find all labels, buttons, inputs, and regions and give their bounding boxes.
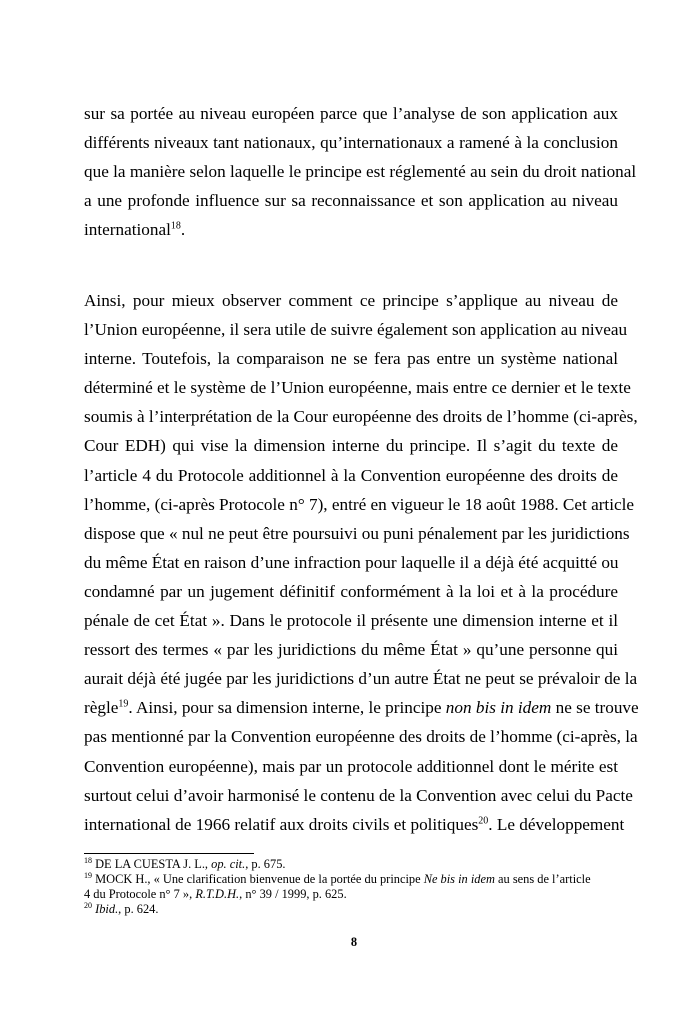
paragraph-1-line-2: différents niveaux tant nationaux, qu’internationaux a ramené à la conclusion xyxy=(84,133,618,153)
footnote-ref-19: 19 xyxy=(118,698,129,710)
footnote-ref-20: 20 xyxy=(478,814,489,826)
paragraph-2-line-17: Convention européenne), mais par un protocole additionnel dont le mérite est xyxy=(84,756,618,776)
paragraph-2-line-15 xyxy=(84,693,639,722)
paragraph-1-line-4: a une profonde influence sur sa reconnaissance et son application au niveau xyxy=(84,191,618,211)
footnote-text: , p. 675. xyxy=(245,857,286,871)
latin-term: non bis in idem xyxy=(445,698,552,718)
paragraph-2-line-1: Ainsi, pour mieux observer comment ce principe s’applique au niveau de xyxy=(84,291,618,310)
footnotes xyxy=(84,857,618,917)
paragraph-2-line-15-start: règle xyxy=(84,698,119,718)
paragraph-1-line-5 xyxy=(84,215,618,244)
paragraph-2-line-12: pénale de cet État ». Dans le protocole il présente une dimension interne et il xyxy=(84,611,618,631)
footnote-text: au sens de l’article xyxy=(494,872,591,886)
paragraph-2-line-14: aurait déjà été jugée par les juridictions d’un autre État ne peut se prévaloir de la xyxy=(84,669,638,689)
footnote-18 xyxy=(84,857,618,872)
footnote-ref-18: 18 xyxy=(170,220,181,232)
footnote-number: 20 xyxy=(84,900,92,910)
footnote-italic: Ne bis in idem xyxy=(423,872,495,886)
page-number: 8 xyxy=(350,935,358,949)
footnote-number: 19 xyxy=(84,870,92,880)
paragraph-2-line-16: pas mentionné par la Convention européenne des droits de l’homme (ci-après, la xyxy=(84,727,638,747)
paragraph-1-line-3: que la manière selon laquelle le principe est réglementé au sein du droit national xyxy=(84,162,637,182)
footnote-text: , p. 624. xyxy=(118,902,159,916)
paragraph-1-last-text: international xyxy=(84,220,171,240)
footnote-italic: Ibid. xyxy=(95,902,119,916)
paragraph-2-line-4: déterminé et le système de l’Union européenne, mais entre ce dernier et le texte xyxy=(84,378,631,398)
paragraph-2-line-11: condamné par un jugement définitif conformément à la loi et à la procédure xyxy=(84,581,618,601)
paragraph-2-line-19 xyxy=(84,810,625,839)
paragraph-2-line-5: soumis à l’interprétation de la Cour européenne des droits de l’homme (ci-après, xyxy=(84,407,638,427)
footnote-20 xyxy=(84,902,618,917)
paragraph-2-line-2: l’Union européenne, il sera utile de suivre également son application au niveau xyxy=(84,320,628,340)
footnote-number: 18 xyxy=(84,855,92,865)
footnote-text: , n° 39 / 1999, p. 625. xyxy=(239,887,347,901)
paragraph-2-line-8: l’homme, (ci-après Protocole n° 7), entré en vigueur le 18 août 1988. Cet article xyxy=(84,494,635,514)
paragraph-2-line-19-start: international de 1966 relatif aux droits civils et politiques xyxy=(84,814,479,834)
footnote-text: 4 du Protocole n° 7 », xyxy=(84,887,196,901)
paragraph-2-line-13: ressort des termes « par les juridictions du même État » qu’une personne qui xyxy=(84,640,618,660)
footnote-text: MOCK H., « Une clarification bienvenue de la portée du principe xyxy=(92,872,424,886)
paragraph-2-line-18: surtout celui d’avoir harmonisé le contenu de la Convention avec celui du Pacte xyxy=(84,785,633,805)
paragraph-2-line-9: dispose que « nul ne peut être poursuivi ou puni pénalement par les juridictions xyxy=(84,523,630,543)
footnote-19-continued xyxy=(84,887,618,902)
footnote-separator xyxy=(84,853,254,854)
paragraph-1-line-1: sur sa portée au niveau européen parce que l’analyse de son application aux xyxy=(84,104,618,123)
paragraph-2-line-10: du même État en raison d’une infraction pour laquelle il a déjà été acquitté ou xyxy=(84,552,619,572)
paragraph-2 xyxy=(84,286,639,839)
paragraph-2-line-3: interne. Toutefois, la comparaison ne se fera pas entre un système national xyxy=(84,349,618,369)
paragraph-2-line-7: l’article 4 du Protocole additionnel à la Convention européenne des droits de xyxy=(84,465,618,485)
paragraph-1-last-tail: . xyxy=(180,220,186,240)
footnote-text: DE LA CUESTA J. L., xyxy=(92,857,212,871)
footnote-19 xyxy=(84,872,618,887)
paragraph-1 xyxy=(84,99,637,244)
paragraph-2-line-19-end: . Le développement xyxy=(488,814,625,834)
paragraph-2-line-6: Cour EDH) qui vise la dimension interne du principe. Il s’agit du texte de xyxy=(84,436,618,456)
paragraph-2-line-15-end: ne se trouve xyxy=(551,698,639,718)
paragraph-2-line-15-mid: . Ainsi, pour sa dimension interne, le principe xyxy=(128,698,446,718)
footnote-italic: R.T.D.H. xyxy=(195,887,240,901)
footnote-italic: op. cit. xyxy=(211,857,246,871)
